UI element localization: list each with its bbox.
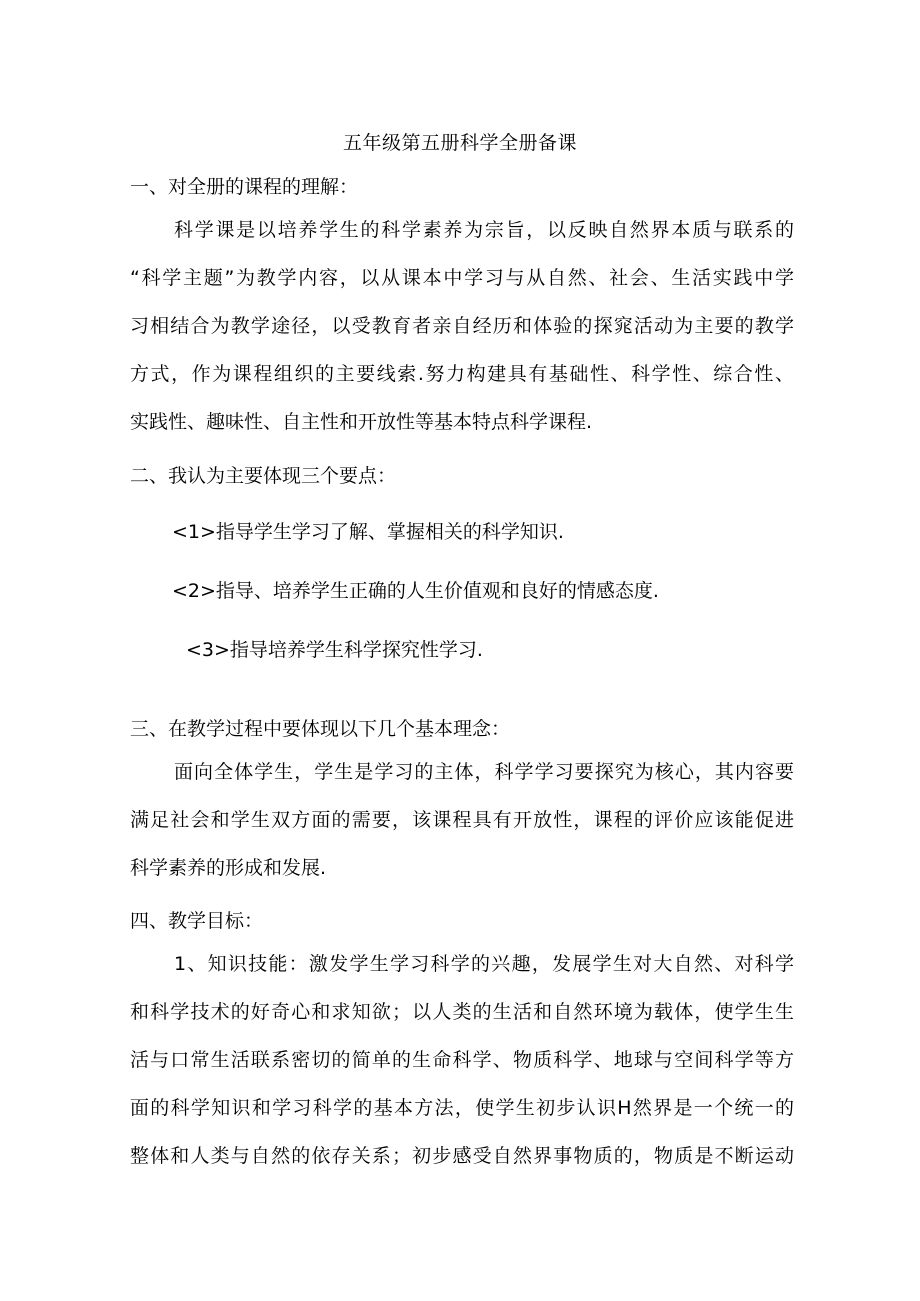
key-point-1: <1>指导学生学习了解、掌握相关的科学知识. [172, 521, 564, 543]
section-1-paragraph [130, 206, 794, 446]
section-4-heading: 四、教学目标： [130, 910, 264, 932]
paragraph-line: 和科学技术的好奇心和求知欲；以人类的生活和自然环境为载体，使学生生 [130, 1001, 794, 1023]
paragraph-line: 实践性、趣味性、自主性和开放性等基本特点科学课程. [130, 411, 593, 433]
section-2-heading: 二、我认为主要体现三个要点： [130, 465, 397, 487]
key-point-3: <3>指导培养学生科学探究性学习. [186, 639, 483, 661]
document-title: 五年级第五册科学全册备课 [342, 132, 577, 154]
paragraph-line: 科学课是以培养学生的科学素养为宗旨，以反映自然界本质与联系的 [174, 219, 794, 241]
paragraph-line: 科学素养的形成和发展. [130, 857, 327, 879]
paragraph-line: 面的科学知识和学习科学的基本方法，使学生初步认识H然界是一个统一的 [130, 1097, 794, 1119]
section-3-paragraph [130, 748, 794, 892]
paragraph-line: 面向全体学生，学生是学习的主体，科学学习要探究为核心，其内容要 [174, 761, 794, 783]
paragraph-line: “科学主题”为教学内容，以从课本中学习与从自然、社会、生活实践中学 [130, 267, 794, 289]
paragraph-line: 满足社会和学生双方面的需要，该课程具有开放性，课程的评价应该能促进 [130, 809, 794, 831]
paragraph-line: 方式，作为课程组织的主要线索.努力构建具有基础性、科学性、综合性、 [130, 363, 794, 385]
paragraph-line: 习相结合为教学途径，以受教育者亲自经历和体验的探窕活动为主要的教学 [130, 315, 794, 337]
paragraph-line: 整体和人类与自然的依存关系；初步感受自然界事物质的，物质是不断运动 [130, 1145, 794, 1167]
paragraph-line: 活与口常生活联系密切的简单的生命科学、物质科学、地球与空间科学等方 [130, 1049, 794, 1071]
key-point-2: <2>指导、培养学生正确的人生价值观和良好的情感态度. [172, 580, 659, 602]
section-1-heading: 一、对全册的课程的理解： [130, 176, 359, 198]
paragraph-line: 1、知识技能：激发学生学习科学的兴趣，发展学生对大自然、对科学 [174, 953, 794, 975]
section-4-paragraph [130, 940, 794, 1180]
section-3-heading: 三、在教学过程中要体现以下几个基本理念： [130, 718, 511, 740]
